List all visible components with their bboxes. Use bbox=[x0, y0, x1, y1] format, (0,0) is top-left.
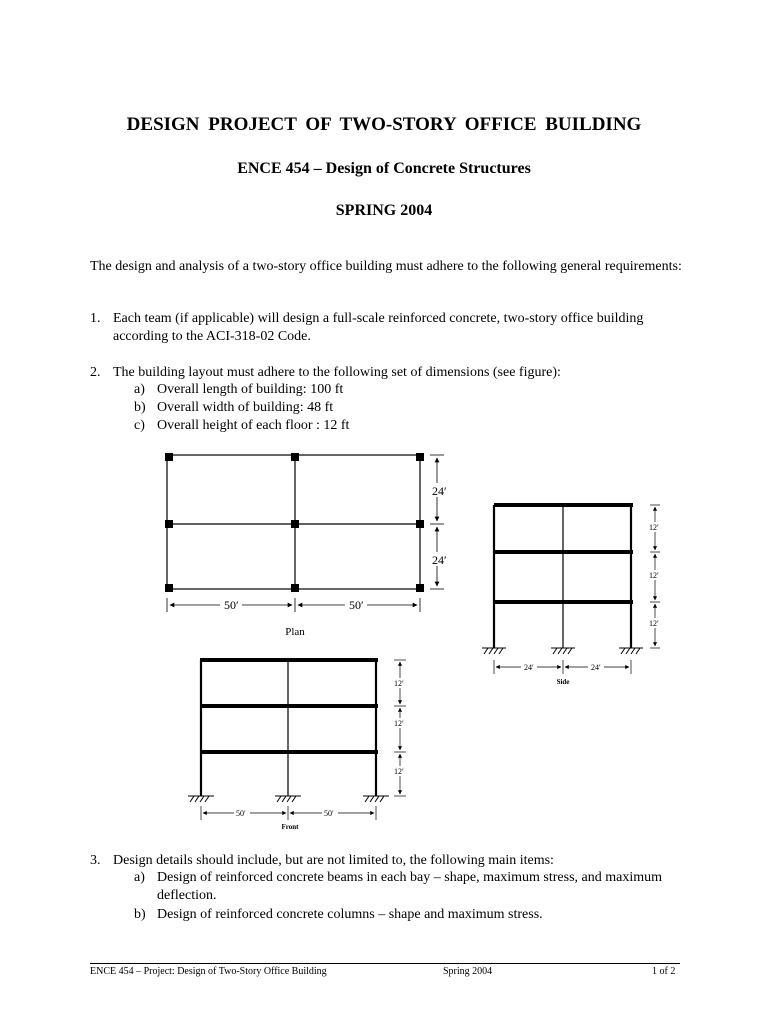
footer-course-title: ENCE 454 – Project: Design of Two-Story Office Building bbox=[90, 966, 327, 977]
column-marker bbox=[416, 520, 424, 528]
list-item-number: 2. bbox=[90, 365, 101, 380]
sub-item-2c bbox=[134, 417, 694, 435]
column-marker bbox=[165, 584, 173, 592]
sub-item-text: Overall height of each floor : 12 ft bbox=[157, 418, 350, 433]
footer-page-number: 1 of 2 bbox=[652, 966, 676, 977]
fixed-support-icon bbox=[188, 796, 214, 802]
intro-paragraph: The design and analysis of a two-story office building must adhere to the following general requirements: bbox=[90, 259, 682, 274]
front-dim-bay-1: 50′ bbox=[236, 809, 246, 818]
front-view bbox=[188, 660, 408, 831]
list-item-3 bbox=[90, 852, 700, 870]
sub-item-text: Design of reinforced concrete columns – shape and maximum stress. bbox=[157, 907, 543, 922]
footer-divider bbox=[90, 963, 680, 964]
column-marker bbox=[416, 453, 424, 461]
side-dim-height-2: 12′ bbox=[649, 571, 659, 580]
footer-semester: Spring 2004 bbox=[443, 966, 493, 977]
front-dim-bay-2: 50′ bbox=[324, 809, 334, 818]
fixed-support-icon bbox=[275, 796, 301, 802]
plan-dim-length-1: 50′ bbox=[224, 598, 239, 612]
front-caption: Front bbox=[281, 823, 299, 831]
plan-dim-width-2: 24′ bbox=[432, 553, 447, 567]
list-item-1 bbox=[90, 310, 700, 346]
document-title: DESIGN PROJECT OF TWO-STORY OFFICE BUILDING bbox=[126, 114, 642, 135]
list-item-number: 1. bbox=[90, 311, 101, 326]
sub-item-2a bbox=[134, 381, 694, 399]
column-marker bbox=[165, 453, 173, 461]
column-marker bbox=[291, 520, 299, 528]
sub-item-text: Overall width of building: 48 ft bbox=[157, 400, 334, 415]
sub-item-text: Design of reinforced concrete beams in each bay – shape, maximum stress, and maximum deflection. bbox=[157, 870, 663, 903]
sub-item-label: a) bbox=[134, 870, 145, 885]
side-dim-bay-1: 24′ bbox=[524, 663, 534, 672]
sub-item-text: Overall length of building: 100 ft bbox=[157, 382, 344, 397]
course-title: ENCE 454 – Design of Concrete Structures bbox=[237, 160, 531, 177]
sub-item-label: c) bbox=[134, 418, 145, 433]
sub-item-label: a) bbox=[134, 382, 145, 397]
front-dim-height-2: 12′ bbox=[394, 719, 404, 728]
plan-dim-length-2: 50′ bbox=[349, 598, 364, 612]
column-marker bbox=[291, 453, 299, 461]
sub-item-label: b) bbox=[134, 907, 146, 922]
sub-item-3a bbox=[134, 869, 694, 905]
fixed-support-icon bbox=[619, 648, 643, 654]
sub-item-label: b) bbox=[134, 400, 146, 415]
fixed-support-icon bbox=[551, 648, 575, 654]
list-item-number: 3. bbox=[90, 853, 101, 868]
sub-item-2b bbox=[134, 399, 694, 417]
front-dim-height-3: 12′ bbox=[394, 767, 404, 776]
sub-item-3b bbox=[134, 906, 694, 924]
list-item-text: Each team (if applicable) will design a full-scale reinforced concrete, two-story office building according to the ACI-318-02 Code. bbox=[113, 311, 644, 344]
column-marker bbox=[165, 520, 173, 528]
fixed-support-icon bbox=[482, 648, 506, 654]
list-item-text: The building layout must adhere to the following set of dimensions (see figure): bbox=[113, 365, 561, 380]
fixed-support-icon bbox=[363, 796, 389, 802]
plan-dim-width-1: 24′ bbox=[432, 484, 447, 498]
side-view bbox=[482, 505, 663, 686]
front-dim-height-1: 12′ bbox=[394, 679, 404, 688]
side-dim-height-1: 12′ bbox=[649, 523, 659, 532]
building-figure bbox=[0, 440, 768, 840]
list-item-2 bbox=[90, 364, 700, 382]
plan-caption: Plan bbox=[285, 626, 305, 638]
side-dim-bay-2: 24′ bbox=[591, 663, 601, 672]
side-caption: Side bbox=[556, 678, 570, 686]
column-marker bbox=[416, 584, 424, 592]
semester-label: SPRING 2004 bbox=[335, 202, 433, 219]
side-dim-height-3: 12′ bbox=[649, 619, 659, 628]
list-item-text: Design details should include, but are not limited to, the following main items: bbox=[113, 853, 554, 868]
plan-view bbox=[165, 453, 447, 638]
column-marker bbox=[291, 584, 299, 592]
